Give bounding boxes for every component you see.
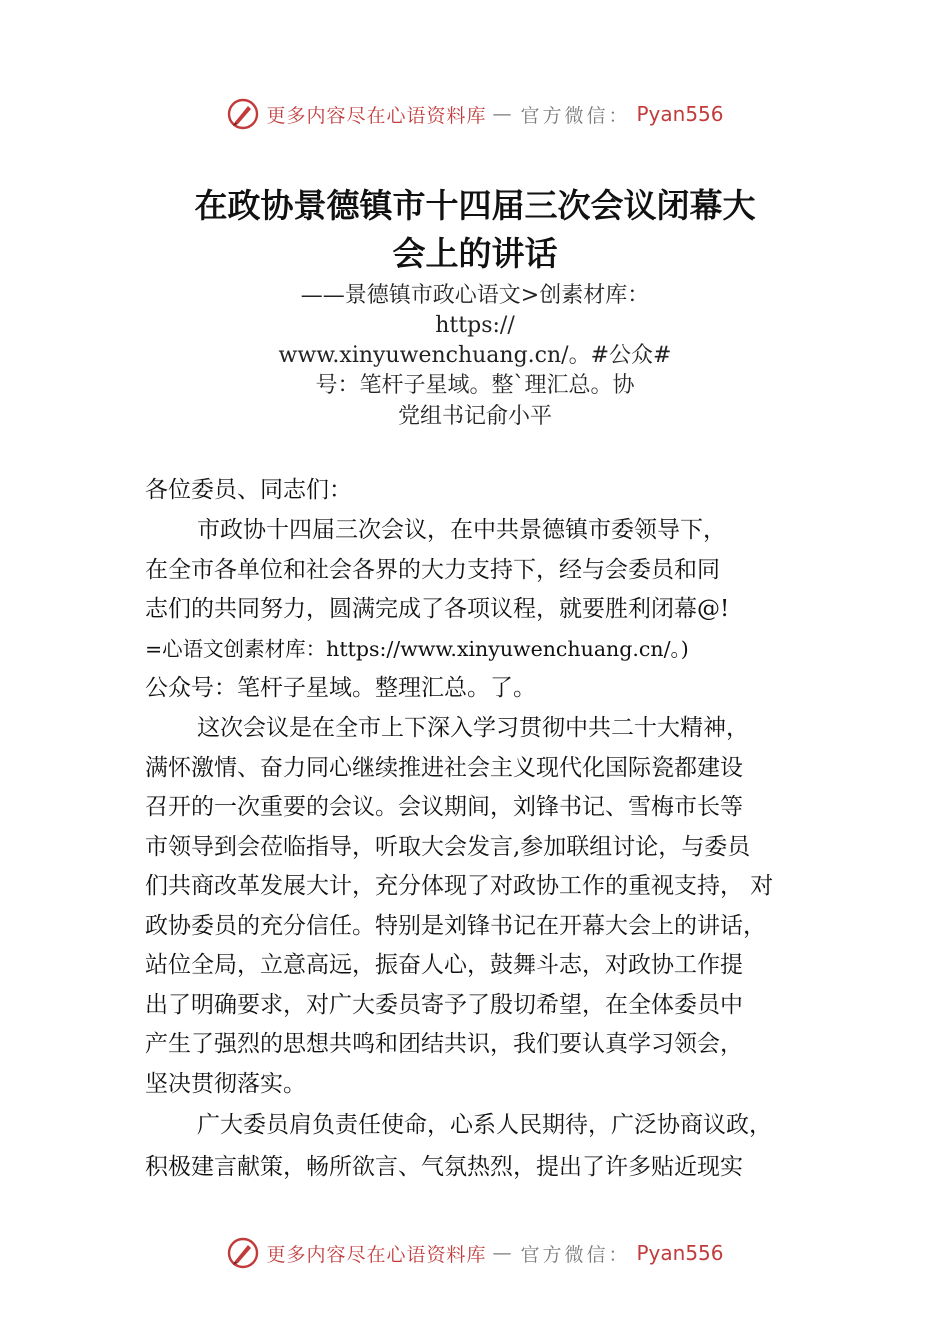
body-line: 们共商改革发展大计，充分体现了对政协工作的重视支持， 对 xyxy=(145,873,774,899)
body-line: 市政协十四届三次会议，在中共景德镇市委领导下， xyxy=(197,517,726,543)
subtitle-line-4: 号：笔杆子星域。整`理汇总。协 xyxy=(315,373,635,398)
body-line: 市领导到会莅临指导，听取大会发言,参加联组讨论，与委员 xyxy=(145,834,751,860)
subtitle-line-5: 党组书记俞小平 xyxy=(397,404,552,429)
body-line: 召开的一次重要的会议。会议期间，刘锋书记、雪梅市长等 xyxy=(145,794,743,820)
body-line: 站位全局，立意高远，振奋人心，鼓舞斗志，对政协工作提 xyxy=(145,952,743,978)
banner-handle: Pyan556 xyxy=(636,102,724,126)
banner-dash: — xyxy=(492,103,515,125)
subtitle-line-1: ——景德镇市政心语文>创素材库： xyxy=(300,283,650,308)
body-line: 产生了强烈的思想共鸣和团结共识，我们要认真学习领会， xyxy=(145,1031,743,1057)
body-line: 公众号：笔杆子星域。整理汇总。了。 xyxy=(145,675,536,701)
subtitle-line-2: https:// xyxy=(435,313,515,338)
banner-text: 更多内容尽在心语资料库 xyxy=(266,104,487,127)
banner-label: 官方微信： xyxy=(520,104,631,127)
document-title-line-1: 在政协景德镇市十四届三次会议闭幕大 xyxy=(194,186,756,225)
body-line: 出了明确要求，对广大委员寄予了殷切希望，在全体委员中 xyxy=(145,992,743,1018)
footer-banner xyxy=(0,1233,950,1273)
document-title-line-2: 会上的讲话 xyxy=(392,234,558,273)
body-line: 在全市各单位和社会各界的大力支持下，经与会委员和同 xyxy=(145,557,720,583)
banner-text: 更多内容尽在心语资料库 xyxy=(266,1243,487,1266)
pen-logo-icon xyxy=(226,97,260,131)
body-line: 坚决贯彻落实。 xyxy=(145,1071,306,1097)
salutation: 各位委员、同志们： xyxy=(145,477,352,503)
body-line: 志们的共同努力，圆满完成了各项议程，就要胜利闭幕@! xyxy=(145,596,730,622)
body-line: 广大委员肩负责任使命，心系人民期待，广泛协商议政， xyxy=(197,1112,772,1138)
banner-dash: — xyxy=(492,1242,515,1264)
body-line: 政协委员的充分信任。特别是刘锋书记在开幕大会上的讲话， xyxy=(145,913,766,939)
header-banner xyxy=(0,94,950,134)
subtitle-line-3: www.xinyuwenchuang.cn/。#公众# xyxy=(278,343,672,368)
pen-logo-icon xyxy=(226,1236,260,1270)
body-line: 满怀激情、奋力同心继续推进社会主义现代化国际瓷都建设 xyxy=(145,755,743,781)
body-line: 积极建言献策，畅所欲言、气氛热烈，提出了许多贴近现实 xyxy=(145,1154,743,1180)
body-line: 这次会议是在全市上下深入学习贯彻中共二十大精神， xyxy=(197,715,749,741)
banner-handle: Pyan556 xyxy=(636,1241,724,1265)
body-line: =心语文创素材库：https://www.xinyuwenchuang.cn/。) xyxy=(145,637,689,661)
banner-label: 官方微信： xyxy=(520,1243,631,1266)
